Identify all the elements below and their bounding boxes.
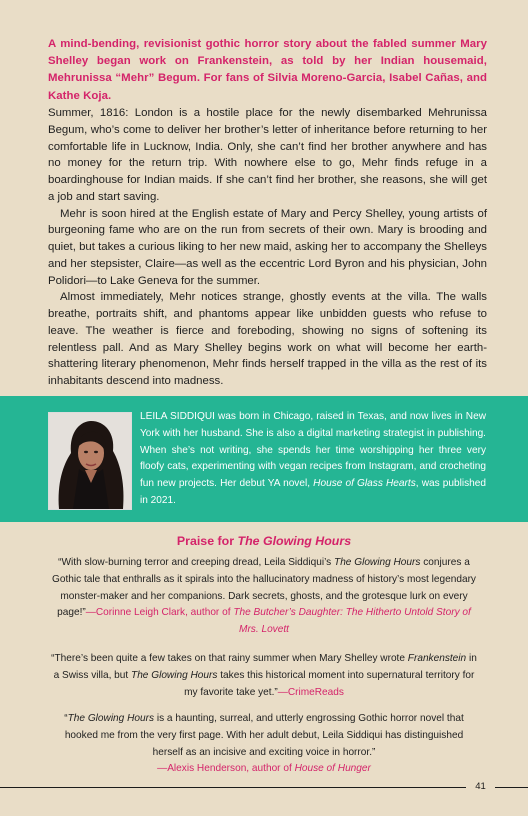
author-bio-text: LEILA SIDDIQUI was born in Chicago, raised in Texas, and now lives in New York with her husband. She is also a digital marketing strategist in publishing. When she’s not writing, she spends her time worshipping her three very floofy cats, experimenting with vegan recipes from Instagram, and crocheting fun new projects. Her debut YA novel, <box>140 411 486 489</box>
quote-text: “There’s been quite a few takes on that rainy summer when Mary Shelley wrote <box>51 653 408 664</box>
quote-book-title: The Glowing Hours <box>67 713 155 724</box>
quote-attribution: —CrimeReads <box>277 686 344 698</box>
author-bio <box>140 409 486 510</box>
attribution-book-title: The Butcher’s Daughter: The Hitherto Untold Story of Mrs. Lovett <box>233 607 471 635</box>
quote-text: “With slow-burning terror and creeping dread, Leila Siddiqui’s <box>58 557 335 568</box>
attribution-book-title: House of Hunger <box>294 763 371 775</box>
review-quote <box>50 711 478 778</box>
footer-rule-right <box>495 787 528 788</box>
footer-rule-left <box>0 787 466 788</box>
quote-text: in a Swiss villa, but <box>53 653 477 681</box>
review-quote <box>50 651 478 701</box>
page-number: 41 <box>475 781 486 792</box>
quote-attribution <box>86 607 471 635</box>
synopsis-paragraph: Summer, 1816: London is a hostile place for the newly disembarked Mehrunissa Begum, who’s come to deliver her brother’s letter of inheritance before returning to her comfortable life in Lucknow, India. Only, she can’t find her brother anywhere and has no money for the return trip. With nowhere else to go, Mehr finds refuge in a boardinghouse for Indian maids. If she can’t find her brother, she reasons, she will get a job and start saving. <box>48 107 487 203</box>
author-portrait-image <box>49 413 131 509</box>
quote-attribution <box>157 763 371 774</box>
quote-text: is a haunting, surreal, and utterly engrossing Gothic horror novel that hooked me from the very first page. With her adult debut, Leila Siddiqui has distinguished herself as an incisive and exciting voice in horror.” <box>64 713 464 758</box>
attribution-text: —Alexis Henderson, author of <box>157 763 295 775</box>
attribution-text: —Corinne Leigh Clark, author of <box>85 607 234 619</box>
author-photo <box>48 412 132 510</box>
author-bio-band <box>0 396 528 522</box>
pitch-paragraph: A mind-bending, revisionist gothic horror story about the fabled summer Mary Shelley began work on Frankenstein, as told by her Indian housemaid, Mehrunissa “Mehr” Begum. For fans of Silvia Moreno-Garcia, Isabel Cañas, and Kathe Koja. <box>48 38 487 102</box>
review-quote <box>50 555 478 639</box>
author-debut-title: House of Glass Hearts <box>313 478 416 489</box>
praise-heading-book: The Glowing Hours <box>237 534 352 548</box>
quote-book-title: Frankenstein <box>407 653 467 664</box>
praise-heading-prefix: Praise for <box>176 534 238 548</box>
quote-book-title: The Glowing Hours <box>131 669 218 681</box>
quote-text: conjures a Gothic tale that enthralls as it spirals into the hallucinatory madness of history’s most legendary monster-maker and her companions. Dark secrets, ghosts, and the grotesque lurk on every page!” <box>52 557 476 619</box>
synopsis-paragraph: Mehr is soon hired at the English estate of Mary and Percy Shelley, young artists of burgeoning fame who are on the run from secrets of their own. Mary is brooding and quiet, but takes a curious liking to her new maid, asking her to accompany the Shelleys and her stepsister, Claire—as well as the eccentric Lord Byron and his physician, John Polidori—to Lake Geneva for the summer. <box>48 207 487 287</box>
synopsis-paragraph: Almost immediately, Mehr notices strange, ghostly events at the villa. The walls breathe, portraits shift, and phantoms appear like unbidden guests who refuse to leave. The weather is fierce and foreboding, showing no signs of softening its relentless pall. And as Mary Shelley begins work on what will become her earth-shattering literary phenomenon, Mehr finds herself trapped in the villa as the rest of its inhabitants descend into madness. <box>48 291 487 387</box>
synopsis <box>48 105 487 390</box>
praise-heading <box>0 534 528 548</box>
quote-text: takes this historical moment into supernatural territory for my favorite take yet.” <box>184 669 475 698</box>
author-bio-tail: , was published in 2021. <box>140 478 487 506</box>
quote-book-title: The Glowing Hours <box>334 557 421 568</box>
quote-text: “ <box>64 713 68 724</box>
